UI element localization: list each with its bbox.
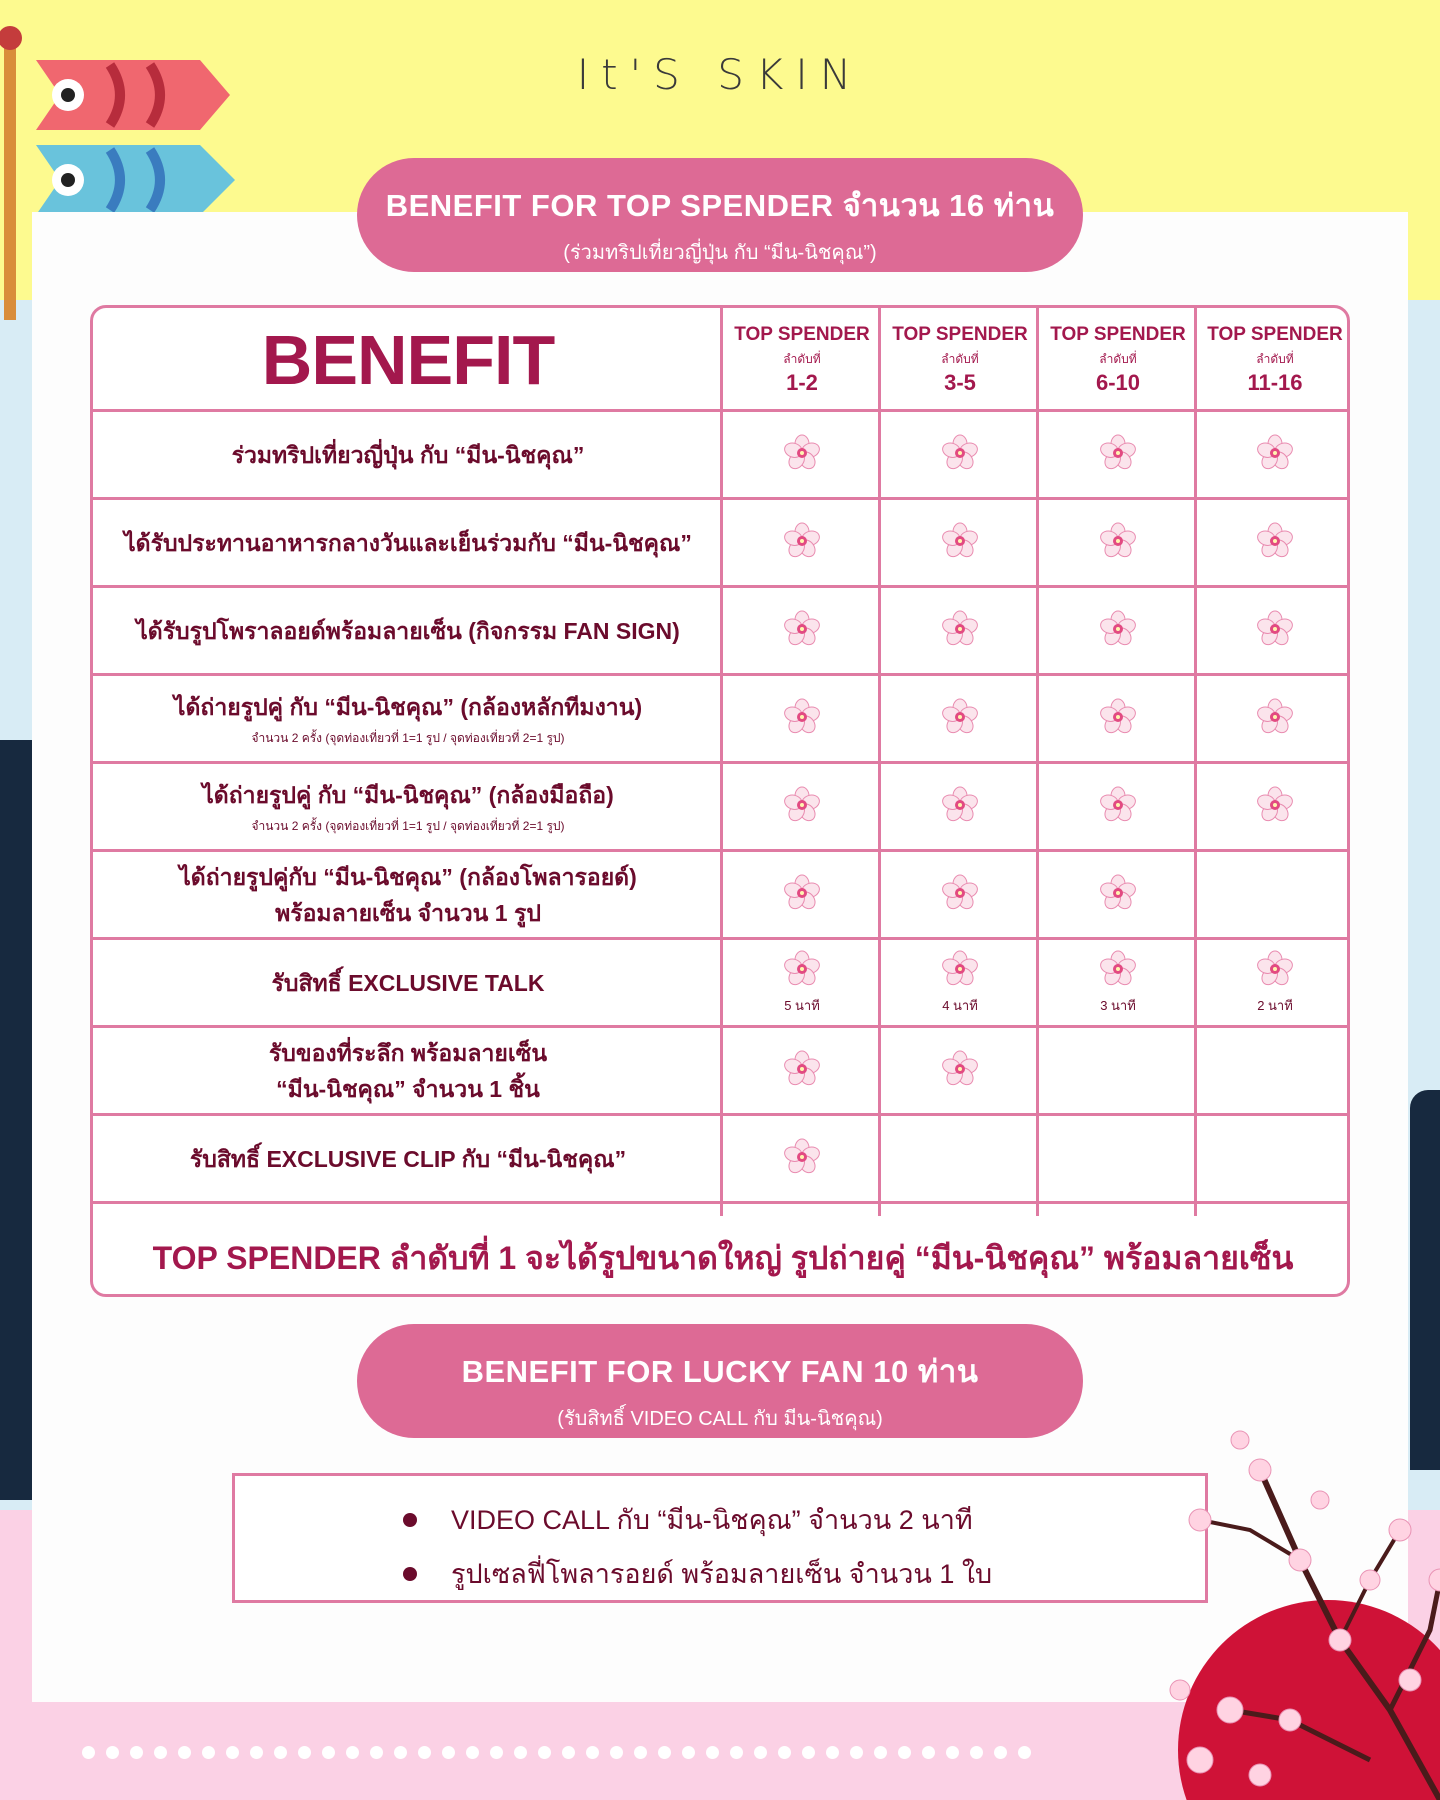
sakura-check-icon [782, 697, 822, 741]
sakura-check-icon [782, 433, 822, 477]
sakura-check-icon [782, 1137, 822, 1181]
sakura-check-icon [940, 1049, 980, 1093]
table-cell [723, 1116, 881, 1201]
brand-logo: It'S SKIN [576, 50, 864, 99]
table-cell [1197, 1028, 1350, 1113]
sakura-check-icon [940, 521, 980, 565]
table-cell [723, 764, 881, 849]
sakura-check-icon [782, 609, 822, 653]
column-header-3-5 [881, 308, 1039, 412]
table-cell [1197, 764, 1350, 849]
lucky-fan-subtitle: (รับสิทธิ์ VIDEO CALL กับ มีน-นิชคุณ) [557, 1408, 883, 1430]
cell-note: 3 นาที [1100, 998, 1136, 1013]
sakura-check-icon [1255, 433, 1295, 477]
sakura-check-icon [940, 785, 980, 829]
row-label [93, 588, 723, 673]
row-label [93, 764, 723, 849]
sakura-check-icon [1098, 785, 1138, 829]
sakura-check-icon [1255, 785, 1295, 829]
sakura-check-icon [1098, 949, 1138, 993]
row-label-subtext: จำนวน 2 ครั้ง (จุดท่องเที่ยวที่ 1=1 รูป / จุดท่องเที่ยวที่ 2=1 รูป) [251, 731, 565, 745]
column-title: TOP SPENDER [892, 324, 1028, 345]
sakura-check-icon [1098, 433, 1138, 477]
row-label [93, 500, 723, 585]
row-label [93, 940, 723, 1025]
list-item-text: VIDEO CALL กับ “มีน-นิชคุณ” จำนวน 2 นาที [451, 1505, 973, 1535]
table-cell [1197, 588, 1350, 673]
table-cell [723, 588, 881, 673]
sakura-check-icon [940, 609, 980, 653]
table-cell [723, 676, 881, 761]
row-label-text: ได้รับรูปโพราลอยด์พร้อมลายเซ็น (กิจกรรม FAN SIGN) [136, 617, 680, 644]
row-label-text: ได้รับประทานอาหารกลางวันและเย็นร่วมกับ “มีน-นิชคุณ” [124, 529, 692, 556]
table-cell [881, 764, 1039, 849]
table-cell [881, 588, 1039, 673]
list-item [403, 1498, 973, 1541]
dotted-divider [82, 1746, 1031, 1759]
table-cell [1197, 676, 1350, 761]
row-label-text-line2: พร้อมลายเซ็น จำนวน 1 รูป [275, 899, 541, 926]
list-item [403, 1552, 992, 1595]
top-spender-title: BENEFIT FOR TOP SPENDER จำนวน 16 ท่าน [385, 188, 1055, 223]
table-footer-note: TOP SPENDER ลำดับที่ 1 จะได้รูปขนาดใหญ่ รูปถ่ายคู่ “มีน-นิชคุณ” พร้อมลายเซ็น [152, 1239, 1294, 1276]
row-label-text: ได้ถ่ายรูปคู่ กับ “มีน-นิชคุณ” (กล้องหลักทีมงาน) [173, 694, 643, 720]
sakura-check-icon [782, 785, 822, 829]
row-label-text: รับสิทธิ์ EXCLUSIVE CLIP กับ “มีน-นิชคุณ” [189, 1145, 627, 1172]
table-cell [1039, 676, 1197, 761]
sakura-check-icon [1255, 609, 1295, 653]
column-header-11-16 [1197, 308, 1350, 412]
bullet-icon [403, 1567, 417, 1581]
sakura-check-icon [1255, 697, 1295, 741]
lucky-fan-title: BENEFIT FOR LUCKY FAN 10 ท่าน [461, 1354, 979, 1389]
table-cell [881, 852, 1039, 937]
sakura-check-icon [940, 949, 980, 993]
sakura-check-icon [1255, 521, 1295, 565]
sakura-check-icon [1098, 521, 1138, 565]
column-rank: 1-2 [786, 370, 818, 395]
top-spender-subtitle: (ร่วมทริปเที่ยวญี่ปุ่น กับ “มีน-นิชคุณ”) [563, 242, 877, 264]
table-cell [723, 852, 881, 937]
table-cell [723, 1028, 881, 1113]
table-cell [1039, 412, 1197, 497]
column-title: TOP SPENDER [734, 324, 870, 345]
benefit-table [90, 305, 1350, 1297]
table-cell [1039, 940, 1197, 1025]
sakura-check-icon [782, 949, 822, 993]
cherry-blossom-branch-icon [1140, 1380, 1440, 1800]
table-cell [881, 1028, 1039, 1113]
sakura-check-icon [1098, 609, 1138, 653]
bullet-icon [403, 1513, 417, 1527]
column-title: TOP SPENDER [1050, 324, 1186, 345]
top-spender-banner [357, 158, 1083, 272]
background-building-left [0, 740, 34, 1500]
row-label [93, 412, 723, 497]
row-label-text: รับสิทธิ์ EXCLUSIVE TALK [271, 969, 545, 996]
sakura-check-icon [782, 521, 822, 565]
column-title: TOP SPENDER [1207, 324, 1343, 345]
column-header-1-2 [723, 308, 881, 412]
table-cell [881, 1116, 1039, 1201]
row-label [93, 676, 723, 761]
table-cell [881, 940, 1039, 1025]
column-rank: 3-5 [944, 370, 976, 395]
table-cell [881, 500, 1039, 585]
row-label-text: ได้ถ่ายรูปคู่กับ “มีน-นิชคุณ” (กล้องโพลารอยด์) [179, 863, 637, 890]
table-cell [1197, 852, 1350, 937]
column-rank-label: ลำดับที่ [1099, 352, 1137, 366]
table-cell [723, 412, 881, 497]
table-cell [1197, 500, 1350, 585]
cell-note: 2 นาที [1257, 998, 1293, 1013]
row-label-subtext: จำนวน 2 ครั้ง (จุดท่องเที่ยวที่ 1=1 รูป / จุดท่องเที่ยวที่ 2=1 รูป) [251, 819, 565, 833]
lucky-fan-banner [357, 1324, 1083, 1438]
sakura-check-icon [940, 697, 980, 741]
cell-note: 5 นาที [784, 998, 820, 1013]
table-cell [881, 676, 1039, 761]
table-cell [723, 940, 881, 1025]
row-label-text: ร่วมทริปเที่ยวญี่ปุ่น กับ “มีน-นิชคุณ” [231, 441, 585, 468]
row-label [93, 852, 723, 937]
table-cell [881, 412, 1039, 497]
table-cell [1039, 764, 1197, 849]
row-label-text: ได้ถ่ายรูปคู่ กับ “มีน-นิชคุณ” (กล้องมือถือ) [202, 782, 614, 808]
column-rank: 11-16 [1247, 370, 1303, 395]
benefit-header: BENEFIT [261, 321, 555, 399]
table-cell [1197, 412, 1350, 497]
table-cell [1039, 852, 1197, 937]
sakura-check-icon [940, 873, 980, 917]
table-cell [1039, 500, 1197, 585]
sakura-check-icon [1098, 697, 1138, 741]
sakura-check-icon [1098, 873, 1138, 917]
row-label-text-line2: “มีน-นิชคุณ” จำนวน 1 ชิ้น [276, 1075, 540, 1102]
column-rank-label: ลำดับที่ [941, 352, 979, 366]
row-label-text: รับของที่ระลึก พร้อมลายเซ็น [268, 1039, 548, 1066]
cell-note: 4 นาที [942, 998, 978, 1013]
table-cell [1197, 1116, 1350, 1201]
table-cell [1039, 588, 1197, 673]
row-label [93, 1116, 723, 1201]
lucky-fan-list [232, 1473, 1208, 1603]
sakura-check-icon [1255, 949, 1295, 993]
column-rank-label: ลำดับที่ [783, 352, 821, 366]
sakura-check-icon [782, 873, 822, 917]
column-rank-label: ลำดับที่ [1256, 352, 1294, 366]
column-header-6-10 [1039, 308, 1197, 412]
table-cell [1039, 1116, 1197, 1201]
table-cell [1039, 1028, 1197, 1113]
table-cell [723, 500, 881, 585]
sakura-check-icon [782, 1049, 822, 1093]
table-cell [1197, 940, 1350, 1025]
list-item-text: รูปเซลฟี่โพลารอยด์ พร้อมลายเซ็น จำนวน 1 ใบ [451, 1559, 993, 1589]
sakura-check-icon [940, 433, 980, 477]
column-rank: 6-10 [1095, 370, 1141, 395]
row-label [93, 1028, 723, 1113]
